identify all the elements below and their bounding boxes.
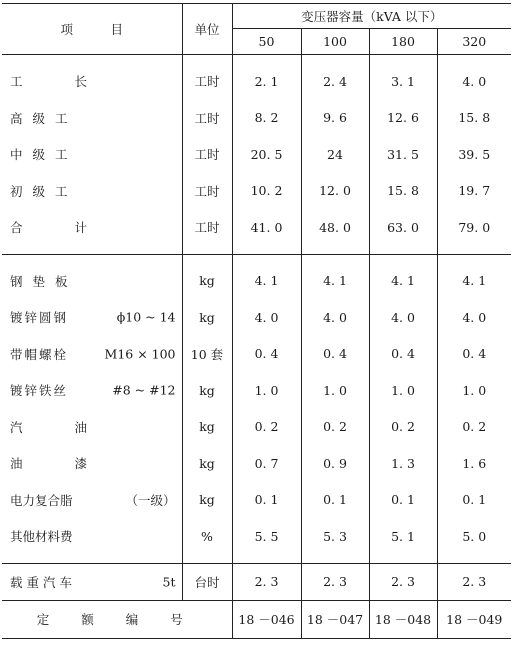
material-value: 4. 0 bbox=[301, 299, 369, 336]
labor-row bbox=[2, 63, 511, 100]
material-unit: % bbox=[182, 518, 232, 555]
material-value: 1. 0 bbox=[369, 372, 437, 409]
material-name: 其他材料费 bbox=[10, 529, 73, 545]
material-value: 1. 0 bbox=[437, 372, 511, 409]
material-unit: kg bbox=[182, 482, 232, 519]
material-value: 0. 4 bbox=[232, 336, 301, 373]
labor-value: 12. 6 bbox=[369, 100, 437, 137]
labor-name: 高 级 工 bbox=[10, 110, 71, 126]
labor-name: 工 长 bbox=[10, 74, 97, 90]
material-value: 0. 7 bbox=[232, 445, 301, 482]
material-row bbox=[2, 482, 511, 519]
material-unit: kg bbox=[182, 372, 232, 409]
material-value: 0. 1 bbox=[369, 482, 437, 519]
machinery-unit: 台时 bbox=[182, 563, 232, 601]
material-value: 0. 1 bbox=[437, 482, 511, 519]
material-row bbox=[2, 518, 511, 555]
labor-value: 48. 0 bbox=[301, 209, 369, 246]
material-unit: 10 套 bbox=[182, 336, 232, 373]
machinery-value: 2. 3 bbox=[232, 563, 301, 601]
machinery-value: 2. 3 bbox=[437, 563, 511, 601]
labor-unit: 工时 bbox=[182, 100, 232, 137]
material-name: 电力复合脂 bbox=[10, 492, 73, 508]
labor-value: 3. 1 bbox=[369, 63, 437, 100]
header-capacity: 变压器容量（kVA 以下） bbox=[232, 4, 511, 29]
material-value: 4. 1 bbox=[369, 263, 437, 300]
header-unit: 单位 bbox=[182, 4, 232, 55]
material-value: 5. 0 bbox=[437, 518, 511, 555]
machinery-name: 载重汽车 bbox=[10, 574, 77, 590]
material-row bbox=[2, 445, 511, 482]
material-value: 4. 1 bbox=[301, 263, 369, 300]
material-value: 5. 3 bbox=[301, 518, 369, 555]
machinery-spec: 5t bbox=[162, 574, 176, 590]
labor-unit: 工时 bbox=[182, 63, 232, 100]
labor-value: 2. 4 bbox=[301, 63, 369, 100]
material-name: 油 漆 bbox=[10, 456, 97, 472]
labor-unit: 工时 bbox=[182, 209, 232, 246]
material-value: 0. 4 bbox=[437, 336, 511, 373]
material-value: 0. 2 bbox=[437, 409, 511, 446]
material-spec: （一级） bbox=[125, 492, 176, 508]
quota-table bbox=[2, 3, 511, 639]
header-capacity-3: 180 bbox=[369, 29, 437, 55]
material-value: 0. 2 bbox=[369, 409, 437, 446]
material-name: 带帽螺栓 bbox=[10, 346, 69, 362]
material-name: 钢 垫 板 bbox=[10, 273, 71, 289]
labor-value: 15. 8 bbox=[437, 100, 511, 137]
header-capacity-2: 100 bbox=[301, 29, 369, 55]
labor-value: 8. 2 bbox=[232, 100, 301, 137]
material-value: 5. 5 bbox=[232, 518, 301, 555]
material-spec: #8 ~ #12 bbox=[112, 382, 176, 398]
material-unit: kg bbox=[182, 263, 232, 300]
machinery-row bbox=[2, 563, 511, 601]
material-value: 5. 1 bbox=[369, 518, 437, 555]
labor-value: 63. 0 bbox=[369, 209, 437, 246]
material-value: 0. 2 bbox=[301, 409, 369, 446]
material-value: 4. 0 bbox=[369, 299, 437, 336]
labor-row bbox=[2, 173, 511, 210]
labor-value: 39. 5 bbox=[437, 136, 511, 173]
material-row bbox=[2, 263, 511, 300]
quota-code: 18 －047 bbox=[301, 601, 369, 639]
quota-code: 18 －046 bbox=[232, 601, 301, 639]
material-row bbox=[2, 336, 511, 373]
material-name: 汽 油 bbox=[10, 419, 97, 435]
material-unit: kg bbox=[182, 299, 232, 336]
labor-row bbox=[2, 100, 511, 137]
labor-value: 31. 5 bbox=[369, 136, 437, 173]
material-value: 0. 1 bbox=[232, 482, 301, 519]
material-unit: kg bbox=[182, 445, 232, 482]
material-value: 1. 6 bbox=[437, 445, 511, 482]
labor-value: 20. 5 bbox=[232, 136, 301, 173]
labor-unit: 工时 bbox=[182, 173, 232, 210]
material-value: 0. 9 bbox=[301, 445, 369, 482]
quota-number-row bbox=[2, 601, 511, 639]
labor-value: 9. 6 bbox=[301, 100, 369, 137]
labor-value: 24 bbox=[301, 136, 369, 173]
material-row bbox=[2, 299, 511, 336]
material-name: 镀锌铁丝 bbox=[10, 383, 69, 399]
machinery-value: 2. 3 bbox=[301, 563, 369, 601]
labor-value: 19. 7 bbox=[437, 173, 511, 210]
labor-unit: 工时 bbox=[182, 136, 232, 173]
quota-number-label: 定 额 编 号 bbox=[2, 601, 232, 639]
material-value: 4. 1 bbox=[232, 263, 301, 300]
machinery-value: 2. 3 bbox=[369, 563, 437, 601]
header-capacity-4: 320 bbox=[437, 29, 511, 55]
material-value: 0. 4 bbox=[301, 336, 369, 373]
material-value: 4. 1 bbox=[437, 263, 511, 300]
material-spec: ϕ10 ~ 14 bbox=[116, 309, 176, 325]
labor-value: 79. 0 bbox=[437, 209, 511, 246]
material-row bbox=[2, 409, 511, 446]
labor-row bbox=[2, 136, 511, 173]
material-value: 0. 2 bbox=[232, 409, 301, 446]
header-capacity-1: 50 bbox=[232, 29, 301, 55]
material-value: 4. 0 bbox=[437, 299, 511, 336]
material-value: 0. 1 bbox=[301, 482, 369, 519]
material-value: 4. 0 bbox=[232, 299, 301, 336]
material-value: 1. 3 bbox=[369, 445, 437, 482]
labor-value: 41. 0 bbox=[232, 209, 301, 246]
material-spec: M16 × 100 bbox=[104, 346, 176, 362]
labor-total-row bbox=[2, 209, 511, 246]
material-unit: kg bbox=[182, 409, 232, 446]
material-name: 镀锌圆钢 bbox=[10, 310, 69, 326]
labor-name: 中 级 工 bbox=[10, 147, 71, 163]
quota-code: 18 －048 bbox=[369, 601, 437, 639]
labor-value: 15. 8 bbox=[369, 173, 437, 210]
labor-name: 初 级 工 bbox=[10, 183, 71, 199]
material-value: 1. 0 bbox=[301, 372, 369, 409]
header-item: 项 目 bbox=[2, 4, 182, 55]
labor-value: 10. 2 bbox=[232, 173, 301, 210]
labor-total-name: 合 计 bbox=[10, 220, 97, 236]
labor-value: 12. 0 bbox=[301, 173, 369, 210]
quota-code: 18 －049 bbox=[437, 601, 511, 639]
material-value: 1. 0 bbox=[232, 372, 301, 409]
material-value: 0. 4 bbox=[369, 336, 437, 373]
material-row bbox=[2, 372, 511, 409]
labor-value: 2. 1 bbox=[232, 63, 301, 100]
labor-value: 4. 0 bbox=[437, 63, 511, 100]
